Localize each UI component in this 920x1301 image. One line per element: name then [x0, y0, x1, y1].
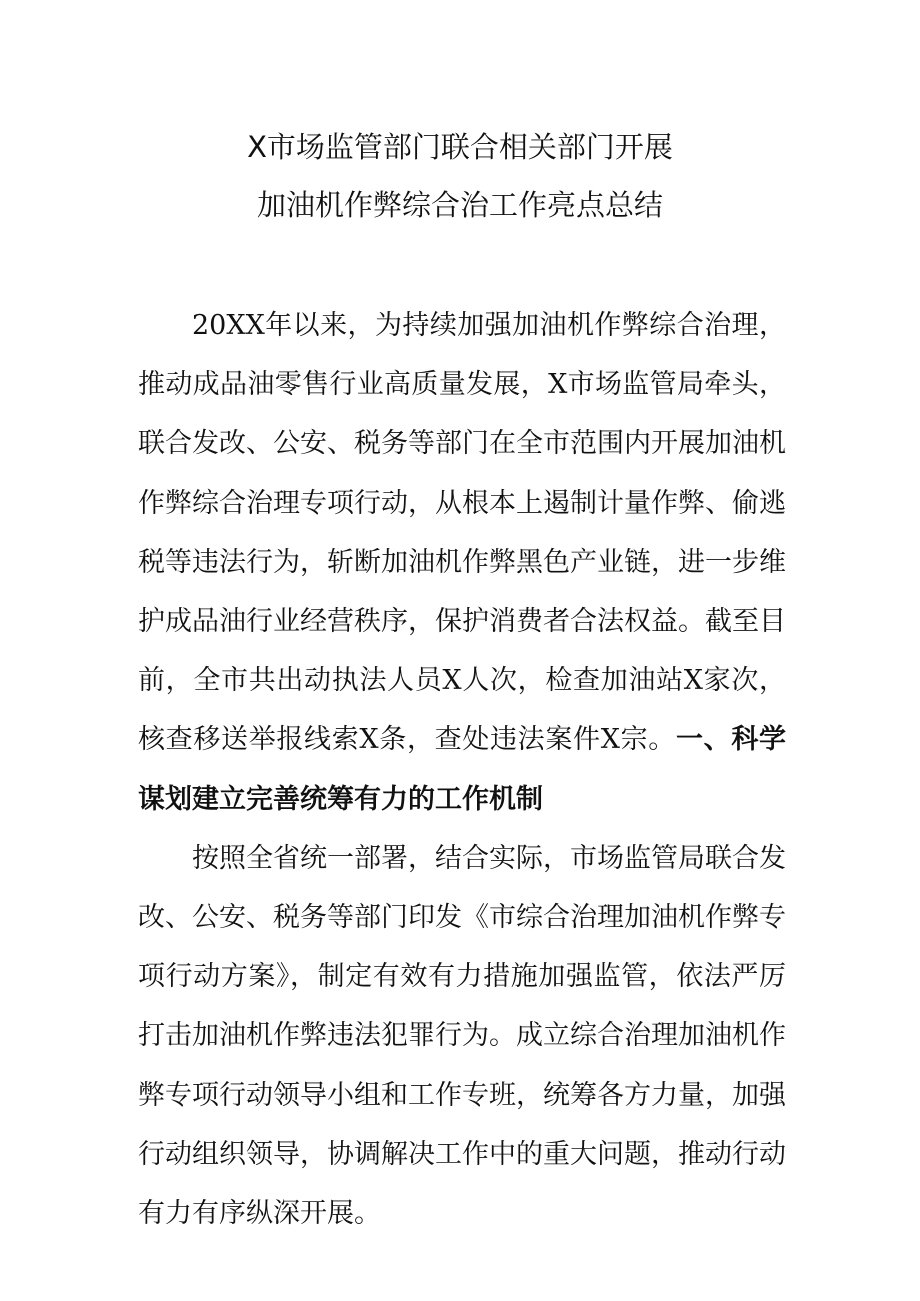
document-title [0, 118, 920, 234]
title-line-2: 加油机作弊综合治工作亮点总结 [256, 188, 663, 222]
paragraph-intro-text: 20XX年以来，为持续加强加油机作弊综合治理，推动成品油零售行业高质量发展，X市场监管局牵头，联合发改、公安、税务等部门在全市范围内开展加油机作弊综合治理专项行动，从根本上遏制计量作弊、偷逃税等违法行为，斩断加油机作弊黑色产业链，进一步维护成品油行业经营秩序，保护消费者合法权益。截至目前，全市共出动执法人员X人次，检查加油站X家次，核查移送举报线索X条，查处违法案件X宗。 [138, 310, 786, 756]
paragraph-mechanism: 按照全省统一部署，结合实际，市场监管局联合发改、公安、税务等部门印发《市综合治理加油机作弊专项行动方案》，制定有效有力措施加强监管，依法严厉打击加油机作弊违法犯罪行为。成立综合治理加油机作弊专项行动领导小组和工作专班，统筹各方力量，加强行动组织领导，协调解决工作中的重大问题，推动行动有力有序纵深开展。 [138, 842, 786, 1230]
paragraph-intro [138, 296, 786, 829]
document-body [138, 296, 786, 1243]
section-heading-1: 一、科学谋划建立完善统筹有力的工作机制 [138, 724, 786, 815]
title-line-1: X市场监管部门联合相关部门开展 [247, 130, 673, 164]
